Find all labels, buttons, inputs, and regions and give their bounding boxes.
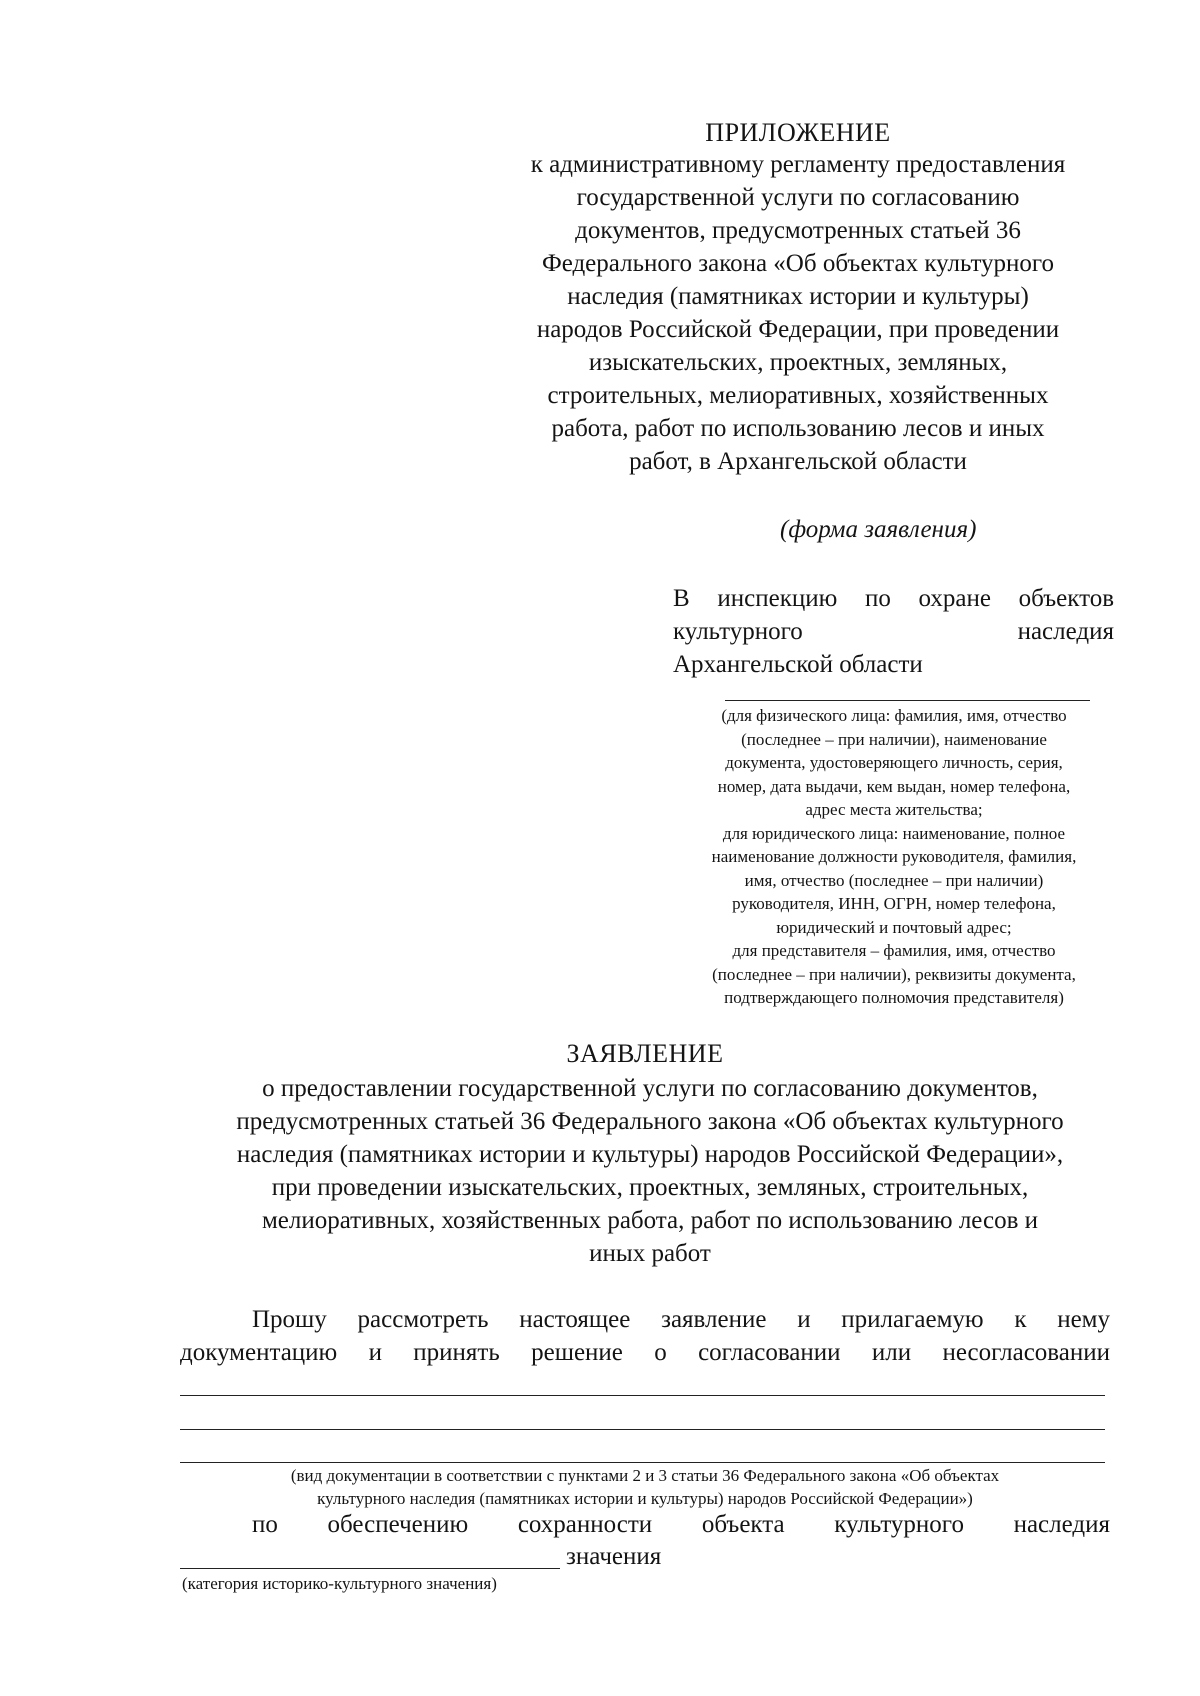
addressee-line: культурного наследия (673, 618, 1114, 645)
applicant-fill-line (725, 700, 1090, 701)
applicant-note-line: номер, дата выдачи, кем выдан, номер телефона, (717, 776, 1071, 796)
documentation-note (180, 1464, 1110, 1510)
annex-title: ПРИЛОЖЕНИЕ (705, 118, 891, 147)
protection-paragraph (180, 1508, 1110, 1541)
applicant-note-line: (последнее – при наличии), реквизиты документа, (712, 964, 1076, 984)
annex-line: работ, в Архангельской области (629, 448, 967, 475)
applicant-note-line: имя, отчество (последнее – при наличии) (744, 870, 1044, 890)
addressee-line: Архангельской области (673, 651, 923, 678)
application-subtitle-line: мелиоративных, хозяйственных работа, работ по использованию лесов и (261, 1207, 1039, 1234)
addressee-line: В инспекцию по охране объектов (673, 585, 1114, 612)
documentation-note-line: культурного наследия (памятниках истории и культуры) народов Российской Федерации») (317, 1489, 973, 1508)
form-label: (форма заявления) (780, 516, 977, 543)
applicant-note-line: для юридического лица: наименование, полное (722, 823, 1066, 843)
request-line: Прошу рассмотреть настоящее заявление и прилагаемую к нему (252, 1306, 1110, 1333)
applicant-note-line: для представителя – фамилия, имя, отчество (732, 941, 1056, 960)
application-subtitle (180, 1072, 1120, 1270)
applicant-note-line: адрес места жительства; (805, 800, 983, 819)
application-subtitle-line: наследия (памятниках истории и культуры) народов Российской Федерации», (236, 1141, 1064, 1168)
significance-word: значения (566, 1543, 662, 1570)
annex-line: строительных, мелиоративных, хозяйственных (547, 382, 1049, 409)
annex-line: государственной услуги по согласованию (576, 184, 1020, 211)
applicant-note-line: документа, удостоверяющего личность, серия, (725, 753, 1063, 772)
protection-line: по обеспечению сохранности объекта культурного наследия (252, 1511, 1110, 1538)
application-title: ЗАЯВЛЕНИЕ (566, 1039, 724, 1068)
annex-line: Федерального закона «Об объектах культурного (541, 250, 1055, 277)
application-subtitle-line: иных работ (589, 1240, 711, 1267)
category-fill-line (180, 1568, 560, 1569)
annex-line: изыскательских, проектных, земляных, (588, 349, 1008, 376)
applicant-note-line: руководителя, ИНН, ОГРН, номер телефона, (732, 894, 1056, 913)
annex-header (478, 118, 1118, 478)
documentation-note-line: (вид документации в соответствии с пунктами 2 и 3 статьи 36 Федерального закона «Об объектах (290, 1466, 1000, 1485)
application-subtitle-line: при проведении изыскательских, проектных, земляных, строительных, (271, 1174, 1029, 1201)
application-subtitle-line: предусмотренных статьей 36 Федерального закона «Об объектах культурного (236, 1108, 1064, 1135)
applicant-note-line: юридический и почтовый адрес; (776, 917, 1012, 937)
annex-line: народов Российской Федерации, при проведении (536, 316, 1060, 343)
category-note: (категория историко-культурного значения) (182, 1574, 497, 1593)
applicant-note-line: подтверждающего полномочия представителя) (724, 988, 1064, 1007)
annex-line: к административному регламенту предоставления (530, 151, 1066, 178)
documentation-fill-line (180, 1462, 1105, 1463)
applicant-note-line: наименование должности руководителя, фамилия, (711, 847, 1077, 866)
request-line: документацию и принять решение о согласовании или несогласовании (180, 1339, 1110, 1366)
annex-line: работа, работ по использованию лесов и иных (551, 415, 1045, 442)
application-subtitle-line: о предоставлении государственной услуги по согласованию документов, (262, 1075, 1038, 1102)
annex-line: наследия (памятниках истории и культуры) (567, 283, 1029, 310)
request-paragraph (180, 1303, 1110, 1369)
annex-line: документов, предусмотренных статьей 36 (575, 217, 1021, 244)
applicant-note (663, 704, 1125, 1010)
applicant-note-line: (последнее – при наличии), наименование (741, 729, 1047, 749)
addressee-block (673, 582, 1114, 681)
documentation-fill-line (180, 1429, 1105, 1430)
applicant-note-line: (для физического лица: фамилия, имя, отчество (721, 706, 1067, 725)
documentation-fill-line (180, 1395, 1105, 1396)
